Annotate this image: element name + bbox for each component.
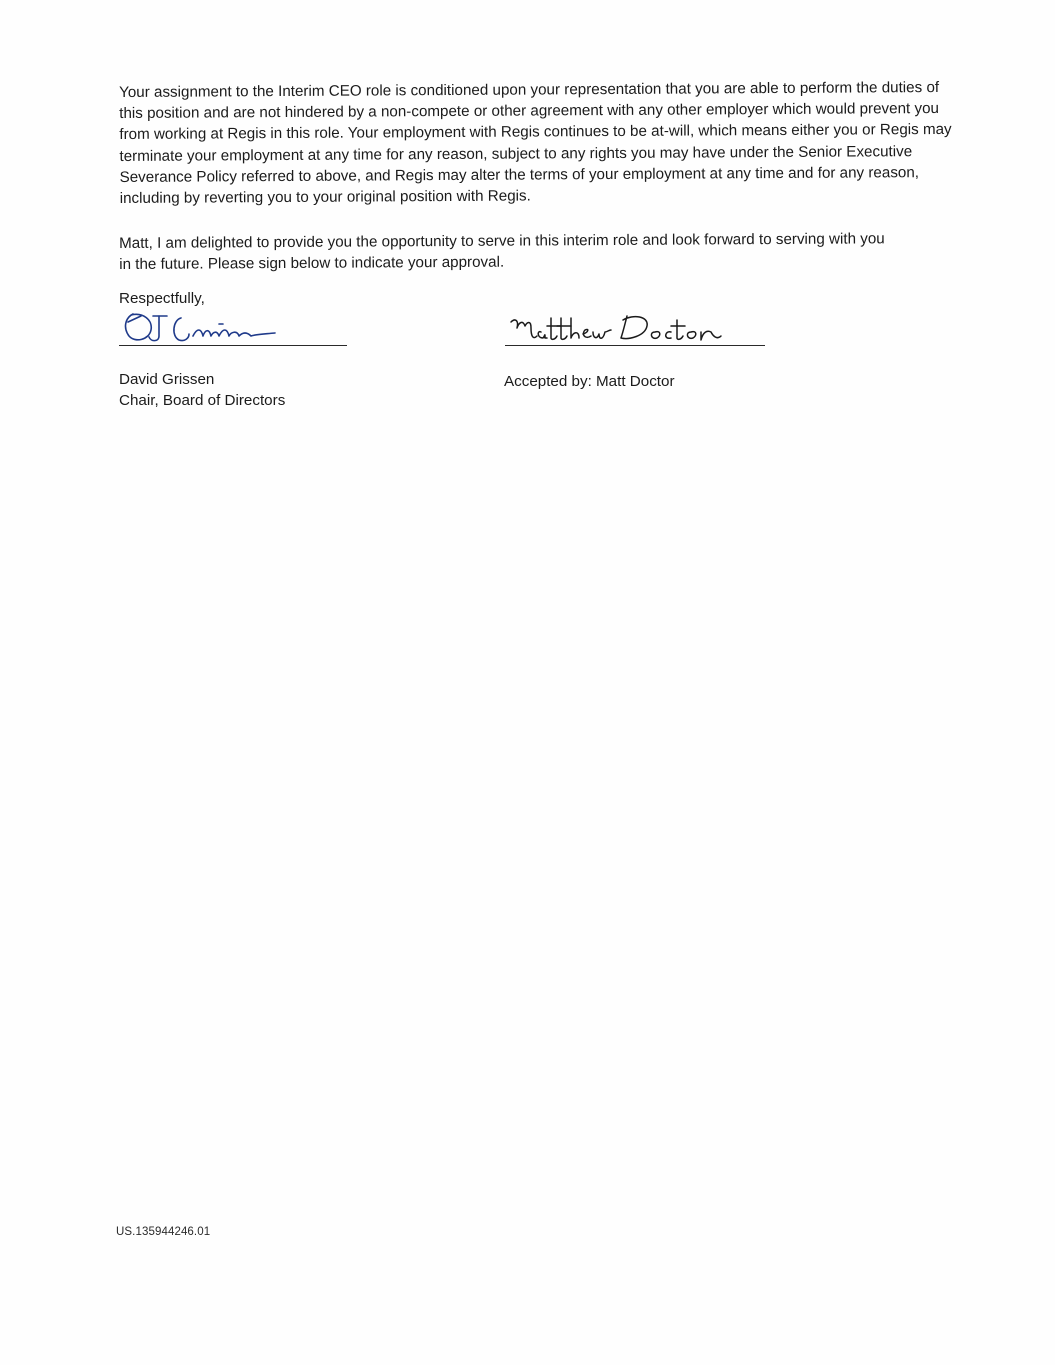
accepted-by-label: Accepted by: Matt Doctor bbox=[504, 373, 675, 390]
signer-left-info bbox=[119, 369, 285, 411]
paragraph-line: this position and are not hindered by a non-compete or other agreement with any other employer which would prevent you bbox=[119, 100, 939, 123]
handwritten-signature-grissen bbox=[119, 306, 347, 346]
document-id-footer: US.135944246.01 bbox=[116, 1226, 211, 1238]
paragraph-line: terminate your employment at any time for any reason, subject to any rights you may have under the Senior Executive bbox=[119, 142, 913, 165]
signature-line-right bbox=[505, 345, 765, 346]
signature-line-left bbox=[119, 345, 347, 346]
closing-salutation: Respectfully, bbox=[119, 290, 205, 307]
paragraph-line: Your assignment to the Interim CEO role is conditioned upon your representation that you are able to perform the duties of bbox=[119, 78, 940, 101]
paragraph-line: Matt, I am delighted to provide you the opportunity to serve in this interim role and look forward to serving with you bbox=[119, 230, 885, 252]
paragraph-line: including by reverting you to your original position with Regis. bbox=[119, 187, 531, 208]
signer-right-info bbox=[504, 371, 675, 392]
handwritten-signature-doctor bbox=[505, 306, 765, 346]
signature-block-left bbox=[119, 306, 347, 346]
paragraph-line: from working at Regis in this role. Your employment with Regis continues to be at-will, which means either you or Regis may bbox=[119, 121, 952, 144]
signer-name: David Grissen bbox=[119, 371, 215, 388]
paragraph-line: in the future. Please sign below to indicate your approval. bbox=[119, 253, 505, 274]
paragraph-interim-assignment bbox=[119, 77, 970, 209]
paragraph-line: Severance Policy referred to above, and Regis may alter the terms of your employment at any time and for any reason, bbox=[119, 163, 920, 186]
paragraph-approval-request bbox=[119, 228, 969, 276]
signer-title: Chair, Board of Directors bbox=[119, 392, 286, 409]
signature-block-right bbox=[505, 306, 765, 346]
